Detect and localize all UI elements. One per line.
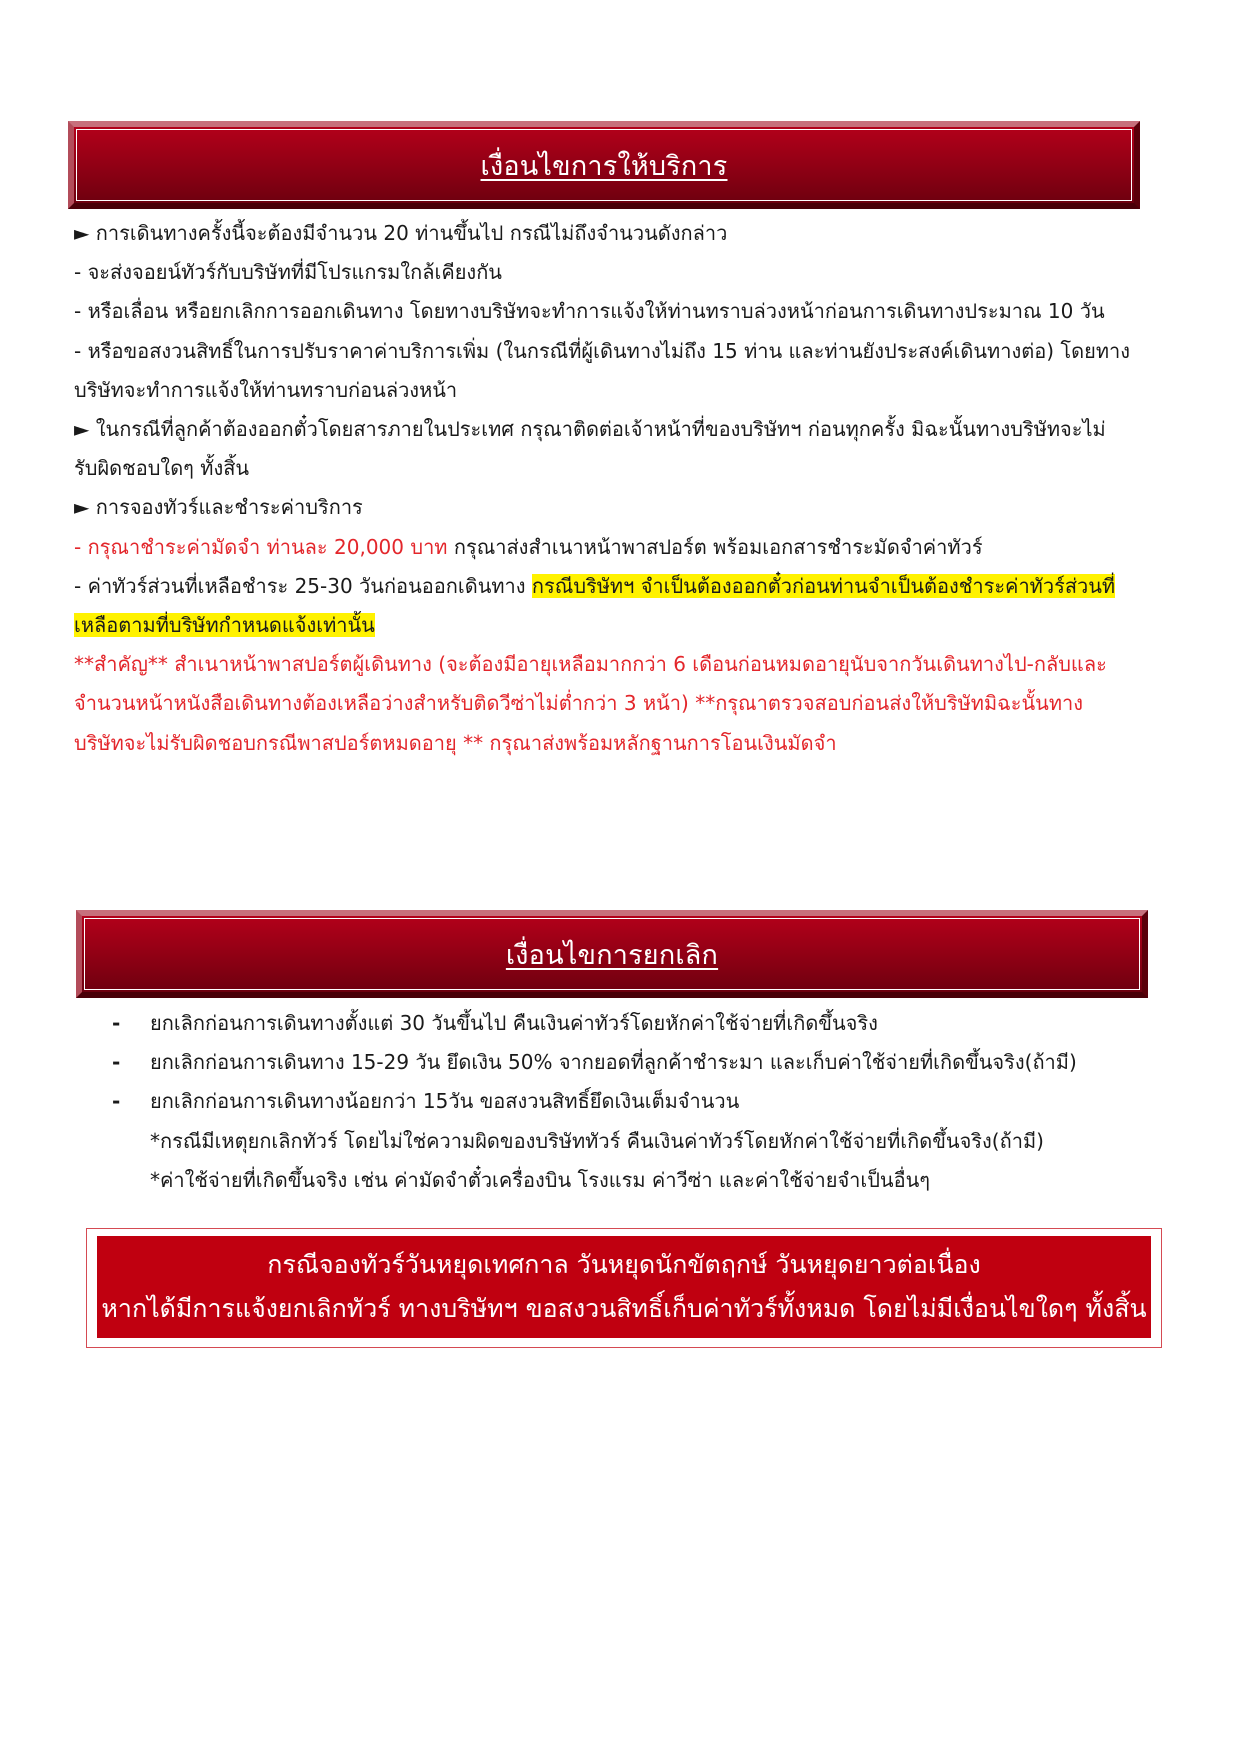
cancel-conditions-banner xyxy=(76,910,1148,998)
holiday-notice-box xyxy=(97,1236,1151,1338)
balance-highlight: กรณีบริษัทฯ จำเป็นต้องออกตั๋วก่อนท่านจำเป็นต้องชำระค่าทัวร์ส่วนที่ xyxy=(531,573,1116,598)
holiday-notice-line-1: กรณีจองทัวร์วันหยุดเทศกาล วันหยุดนักขัตฤกษ์ วันหยุดยาวต่อเนื่อง xyxy=(267,1250,981,1279)
price-adjust-line-cont: บริษัทจะทำการแจ้งให้ท่านทราบก่อนล่วงหน้า xyxy=(74,377,458,402)
triangle-bullet-icon: ► xyxy=(74,417,90,442)
list-item: - ยกเลิกก่อนการเดินทางตั้งแต่ 30 วันขึ้นไป คืนเงินค่าทัวร์โดยหักค่าใช้จ่ายที่เกิดขึ้นจริง xyxy=(112,1004,1152,1043)
domestic-ticket-line-cont: รับผิดชอบใดๆ ทั้งสิ้น xyxy=(74,456,250,481)
balance-highlight-cont: เหลือตามที่บริษัทกำหนดแจ้งเท่านั้น xyxy=(74,613,375,638)
service-conditions-title: เงื่อนไขการให้บริการ xyxy=(480,150,728,182)
dash-bullet: - xyxy=(112,1011,121,1035)
booking-header-line: ► การจองทัวร์และชำระค่าบริการ xyxy=(74,495,363,520)
price-adjust-line: - หรือขอสงวนสิทธิ์ในการปรับราคาค่าบริการเพิ่ม (ในกรณีที่ผู้เดินทางไม่ถึง 15 ท่าน และท่านยังประสงค์เดินทางต่อ) โดยทาง xyxy=(74,338,1130,363)
domestic-ticket-line: ► ในกรณีที่ลูกค้าต้องออกตั๋วโดยสารภายในประเทศ กรุณาติดต่อเจ้าหน้าที่ของบริษัทฯ ก่อนทุกครั้ง มิฉะนั้นทางบริษัทจะไม่ xyxy=(74,417,1106,442)
triangle-bullet-icon: ► xyxy=(74,495,90,520)
cancel-conditions-list xyxy=(112,1004,1152,1200)
balance-line: - ค่าทัวร์ส่วนที่เหลือชำระ 25-30 วันก่อนออกเดินทาง กรณีบริษัทฯ จำเป็นต้องออกตั๋วก่อนท่านจำเป็นต้องชำระค่าทัวร์ส่วนที่ xyxy=(74,573,1116,598)
important-note-line: **สำคัญ** สำเนาหน้าพาสปอร์ตผู้เดินทาง (จะต้องมีอายุเหลือมากกว่า 6 เดือนก่อนหมดอายุนับจากวันเดินทางไป-กลับและ xyxy=(74,652,1107,677)
important-note-line-2: จำนวนหน้าหนังสือเดินทางต้องเหลือว่างสำหรับติดวีซ่าไม่ต่ำกว่า 3 หน้า) **กรุณาตรวจสอบก่อนส่งให้บริษัทมิฉะนั้นทาง xyxy=(74,691,1084,716)
joint-tour-line: - จะส่งจอยน์ทัวร์กับบริษัทที่มีโปรแกรมใกล้เคียงกัน xyxy=(74,260,502,285)
triangle-bullet-icon: ► xyxy=(74,221,90,245)
cancel-note: *กรณีมีเหตุยกเลิกทัวร์ โดยไม่ใช่ความผิดของบริษัททัวร์ คืนเงินค่าทัวร์โดยหักค่าใช้จ่ายที่เกิดขึ้นจริง(ถ้ามี) xyxy=(150,1128,1044,1153)
dash-bullet: - xyxy=(112,1089,121,1114)
list-item: - ยกเลิกก่อนการเดินทาง 15-29 วัน ยึดเงิน 50% จากยอดที่ลูกค้าชำระมา และเก็บค่าใช้จ่ายที่เกิดขึ้นจริง(ถ้ามี) xyxy=(112,1043,1152,1082)
holiday-notice-frame xyxy=(86,1228,1162,1348)
cancel-note: *ค่าใช้จ่ายที่เกิดขึ้นจริง เช่น ค่ามัดจำตั๋วเครื่องบิน โรงแรม ค่าวีซ่า และค่าใช้จ่ายจำเป็นอื่นๆ xyxy=(150,1167,931,1192)
balance-line-cont xyxy=(74,606,1164,645)
list-item: - ยกเลิกก่อนการเดินทางน้อยกว่า 15วัน ขอสงวนสิทธิ์ยึดเงินเต็มจำนวน xyxy=(112,1082,1152,1121)
cancel-conditions-title: เงื่อนไขการยกเลิก xyxy=(505,939,719,971)
service-conditions-banner xyxy=(68,121,1140,209)
holiday-notice-line-2: หากได้มีการแจ้งยกเลิกทัวร์ ทางบริษัทฯ ขอสงวนสิทธิ์เก็บค่าทัวร์ทั้งหมด โดยไม่มีเงื่อนไขใดๆ ทั้งสิ้น xyxy=(101,1294,1147,1323)
service-conditions-body xyxy=(74,214,1164,763)
postpone-line: - หรือเลื่อน หรือยกเลิกการออกเดินทาง โดยทางบริษัทจะทำการแจ้งให้ท่านทราบล่วงหน้าก่อนการเดินทางประมาณ 10 วัน xyxy=(74,299,1105,324)
dash-bullet: - xyxy=(112,1050,121,1075)
min-travelers-line: ► การเดินทางครั้งนี้จะต้องมีจำนวน 20 ท่านขึ้นไป กรณีไม่ถึงจำนวนดังกล่าว xyxy=(74,221,728,245)
deposit-line: - กรุณาชำระค่ามัดจำ ท่านละ 20,000 บาท กรุณาส่งสำเนาหน้าพาสปอร์ต พร้อมเอกสารชำระมัดจำค่าทัวร์ xyxy=(74,534,983,559)
important-note-line-3: บริษัทจะไม่รับผิดชอบกรณีพาสปอร์ตหมดอายุ ** กรุณาส่งพร้อมหลักฐานการโอนเงินมัดจำ xyxy=(74,730,837,755)
deposit-amount-text: - กรุณาชำระค่ามัดจำ ท่านละ 20,000 บาท xyxy=(74,534,448,559)
